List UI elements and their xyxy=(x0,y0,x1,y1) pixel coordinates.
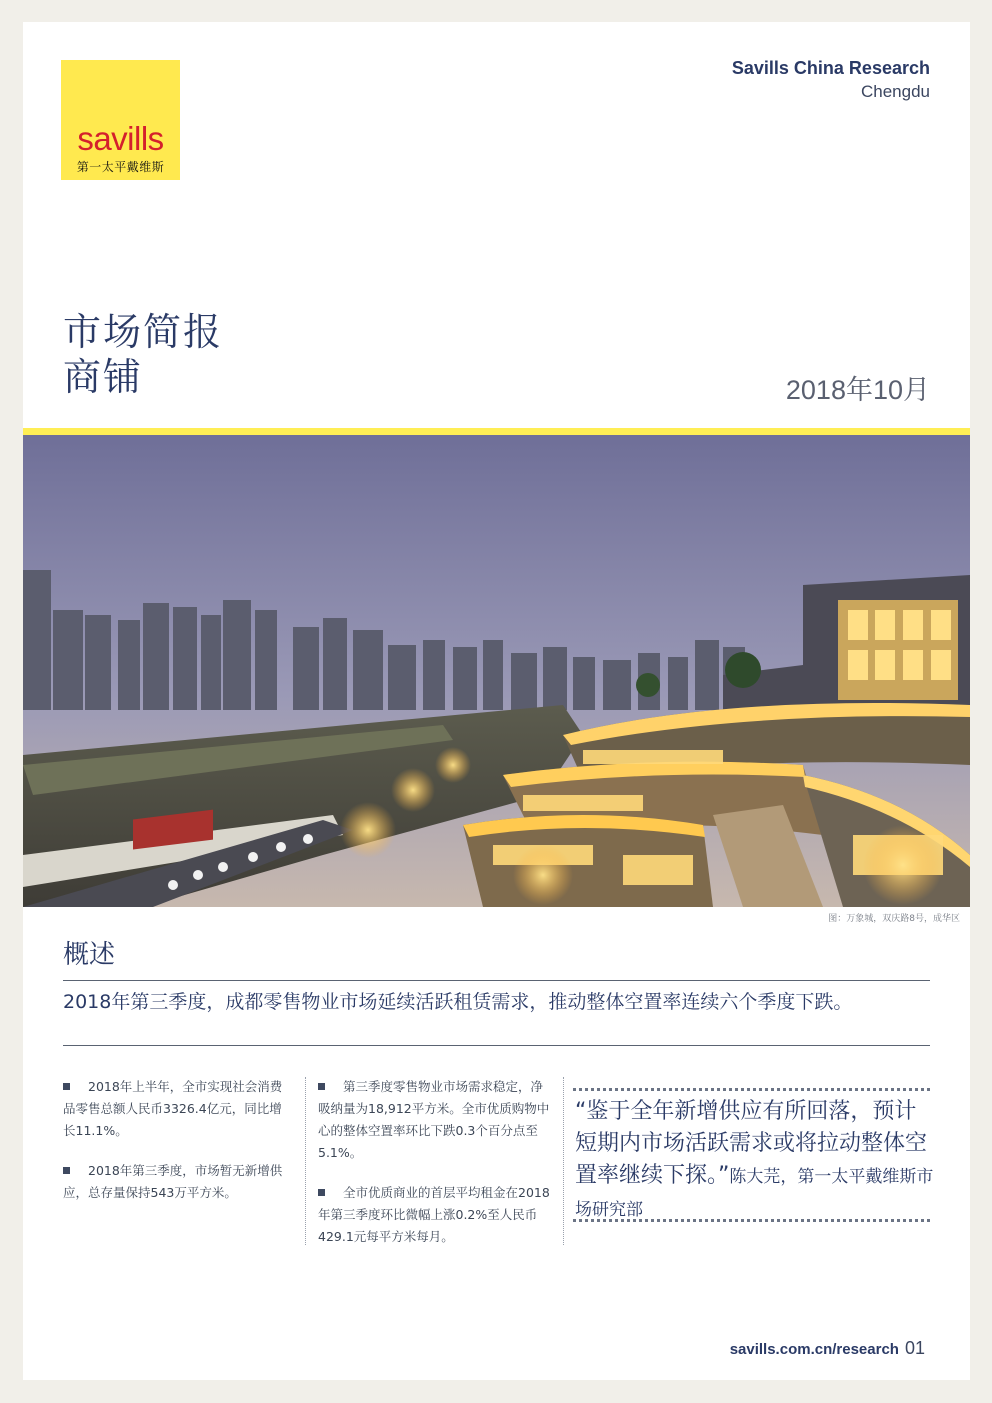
logo-wordmark: savills xyxy=(77,120,164,157)
page-number: 01 xyxy=(904,1338,925,1358)
quote-attribution: 陈大芫，第一太平戴维斯市场研究部 xyxy=(575,1167,934,1220)
report-title xyxy=(63,310,223,400)
quote-bottom-rule xyxy=(573,1219,930,1222)
title-line-1: 市场简报 xyxy=(63,310,224,354)
report-date: 2018年10月 xyxy=(785,375,930,405)
savills-logo xyxy=(61,60,180,180)
footer xyxy=(730,1338,925,1359)
column-divider xyxy=(305,1077,306,1245)
quote-text: “鉴于全年新增供应有所回落，预计短期内市场活跃需求或将拉动整体空置率继续下探。” xyxy=(575,1099,928,1188)
bullet-column-middle xyxy=(318,1076,550,1266)
title-line-2: 商铺 xyxy=(63,355,144,399)
yellow-divider xyxy=(23,428,970,435)
bullet-square-icon xyxy=(318,1189,325,1196)
overview-summary: 2018年第三季度，成都零售物业市场延续活跃租赁需求，推动整体空置率连续六个季度下跌。 xyxy=(63,991,853,1013)
bullet-text: 第三季度零售物业市场需求稳定，净吸纳量为18,912平方米。全市优质购物中心的整体空置率环比下跌0.3个百分点至5.1%。 xyxy=(318,1079,550,1160)
bullet-item xyxy=(63,1160,291,1204)
bullet-square-icon xyxy=(318,1083,325,1090)
research-header xyxy=(732,58,930,102)
column-divider xyxy=(563,1077,564,1245)
bullet-text: 2018年第三季度，市场暂无新增供应，总存量保持543万平方米。 xyxy=(63,1163,283,1200)
bullet-square-icon xyxy=(63,1167,70,1174)
bullet-square-icon xyxy=(63,1083,70,1090)
report-page xyxy=(23,22,970,1380)
photo-caption: 图：万象城，双庆路8号，成华区 xyxy=(828,914,960,924)
bullet-item xyxy=(63,1076,291,1142)
summary-bottom-rule xyxy=(63,1045,930,1046)
bullet-text: 2018年上半年，全市实现社会消费品零售总额人民币3326.4亿元，同比增长11.1%。 xyxy=(63,1079,283,1138)
overview-heading: 概述 xyxy=(63,940,116,970)
summary-top-rule xyxy=(63,980,930,981)
quote-top-rule xyxy=(573,1088,930,1091)
bullet-item xyxy=(318,1076,550,1164)
bullet-column-left xyxy=(63,1076,291,1222)
bullet-text: 全市优质商业的首层平均租金在2018年第三季度环比微幅上涨0.2%至人民币429.1元每平方米每月。 xyxy=(318,1185,550,1244)
pull-quote xyxy=(575,1096,935,1226)
logo-chinese-name: 第一太平戴维斯 xyxy=(76,160,165,174)
research-title: Savills China Research xyxy=(731,58,930,78)
hero-photo xyxy=(23,435,970,907)
bullet-item xyxy=(318,1182,550,1248)
footer-website-link[interactable]: savills.com.cn/research xyxy=(729,1341,899,1358)
research-city: Chengdu xyxy=(860,82,930,101)
